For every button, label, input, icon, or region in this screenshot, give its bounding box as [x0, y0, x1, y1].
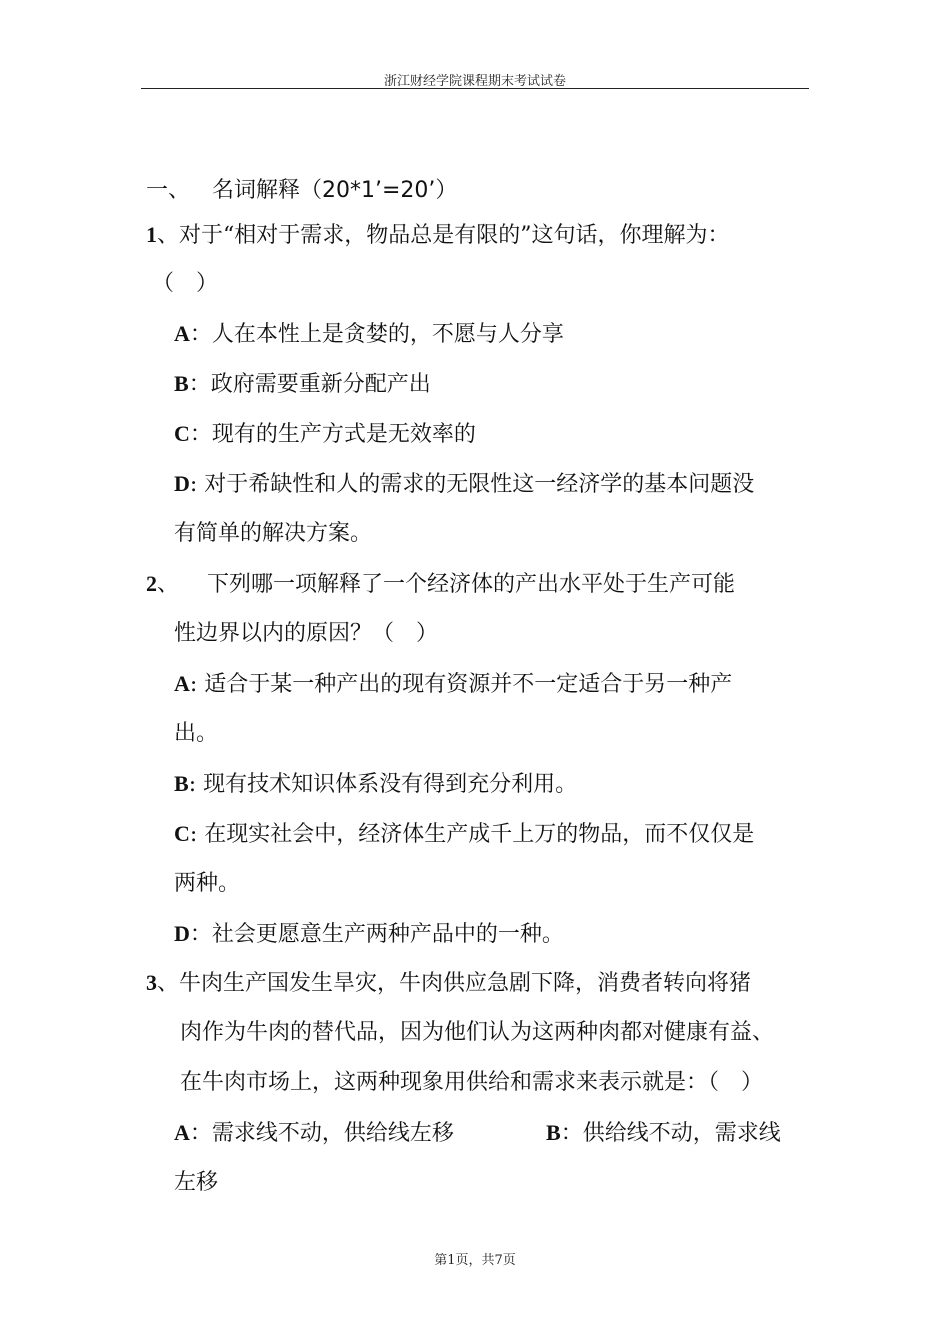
q2-number: 2 — [146, 571, 157, 596]
q1-option-b-text: ：政府需要重新分配产出 — [188, 372, 431, 397]
q1-stem-text1: 、对于“相对于需求，物品总是有限的”这句话，你理解为： — [157, 223, 730, 248]
q3-number: 3 — [146, 970, 157, 995]
q1-option-d-text1: : 对于希缺性和人的需求的无限性这一经济学的基本问题没 — [189, 472, 755, 497]
q1-option-d-line2: 有简单的解决方案。 — [174, 521, 373, 546]
q2-option-b-text: : 现有技术知识体系没有得到充分利用。 — [188, 772, 578, 797]
q1-option-c-label: C — [174, 421, 190, 446]
q1-number: 1 — [146, 222, 157, 247]
q3-stem-line1 — [146, 970, 751, 997]
q2-separator: 、 — [157, 572, 180, 597]
q1-option-a-label: A — [174, 321, 190, 346]
page-header: 浙江财经学院课程期末考试试卷 — [383, 74, 566, 89]
q1-option-b-label: B — [174, 371, 189, 396]
q2-option-d — [174, 921, 564, 948]
q3-option-b-label: B — [546, 1120, 561, 1145]
q1-option-c — [174, 421, 476, 448]
q1-option-a — [174, 321, 564, 348]
q1-option-b — [174, 371, 431, 398]
q1-stem-line2: （ ） — [152, 271, 219, 296]
q2-option-a-label: A — [174, 671, 190, 696]
q2-stem-line2: 性边界以内的原因？（ ） — [174, 621, 439, 646]
q2-option-c-text1: : 在现实社会中，经济体生产成千上万的物品，而不仅仅是 — [189, 822, 755, 847]
section-number: 一、 — [146, 178, 191, 203]
page-footer: 第1页，共7页 — [434, 1253, 516, 1268]
q3-stem-line2: 肉作为牛肉的替代品，因为他们认为这两种肉都对健康有益、 — [180, 1020, 775, 1045]
q3-option-b-line2: 左移 — [174, 1170, 219, 1195]
q3-option-b-text1: ：供给线不动，需求线 — [560, 1121, 781, 1146]
q2-option-c-label: C — [174, 821, 190, 846]
q3-option-a — [174, 1120, 454, 1147]
header-rule — [141, 88, 809, 89]
q2-stem-text1: 下列哪一项解释了一个经济体的产出水平处于生产可能 — [207, 572, 736, 597]
q3-stem-line3: 在牛肉市场上，这两种现象用供给和需求来表示就是：（ ） — [180, 1070, 764, 1095]
q3-option-a-text: ：需求线不动，供给线左移 — [189, 1121, 454, 1146]
q3-stem-text1: 、牛肉生产国发生旱灾，牛肉供应急剧下降，消费者转向将猪 — [157, 971, 752, 996]
section-title: 名词解释（20*1’=20’） — [212, 178, 458, 203]
q2-option-b — [174, 771, 577, 798]
q1-option-a-text: ：人在本性上是贪婪的，不愿与人分享 — [189, 322, 564, 347]
q2-option-c-line2: 两种。 — [174, 871, 241, 896]
q2-option-d-label: D — [174, 921, 190, 946]
q2-option-d-text: ：社会更愿意生产两种产品中的一种。 — [189, 922, 564, 947]
q2-option-c-line1 — [174, 821, 754, 848]
q2-option-a-line2: 出。 — [174, 721, 219, 746]
section-heading — [146, 173, 457, 204]
q2-stem-line1 — [146, 571, 735, 598]
q3-option-a-label: A — [174, 1120, 190, 1145]
q2-option-a-line1 — [174, 671, 732, 698]
q3-option-b-line1 — [546, 1120, 781, 1147]
q2-option-b-label: B — [174, 771, 189, 796]
q2-option-a-text1: : 适合于某一种产出的现有资源并不一定适合于另一种产 — [189, 672, 733, 697]
q1-stem-line1 — [146, 222, 730, 249]
q1-option-d-label: D — [174, 471, 190, 496]
q1-option-d-line1 — [174, 471, 754, 498]
q1-option-c-text: ：现有的生产方式是无效率的 — [189, 422, 476, 447]
